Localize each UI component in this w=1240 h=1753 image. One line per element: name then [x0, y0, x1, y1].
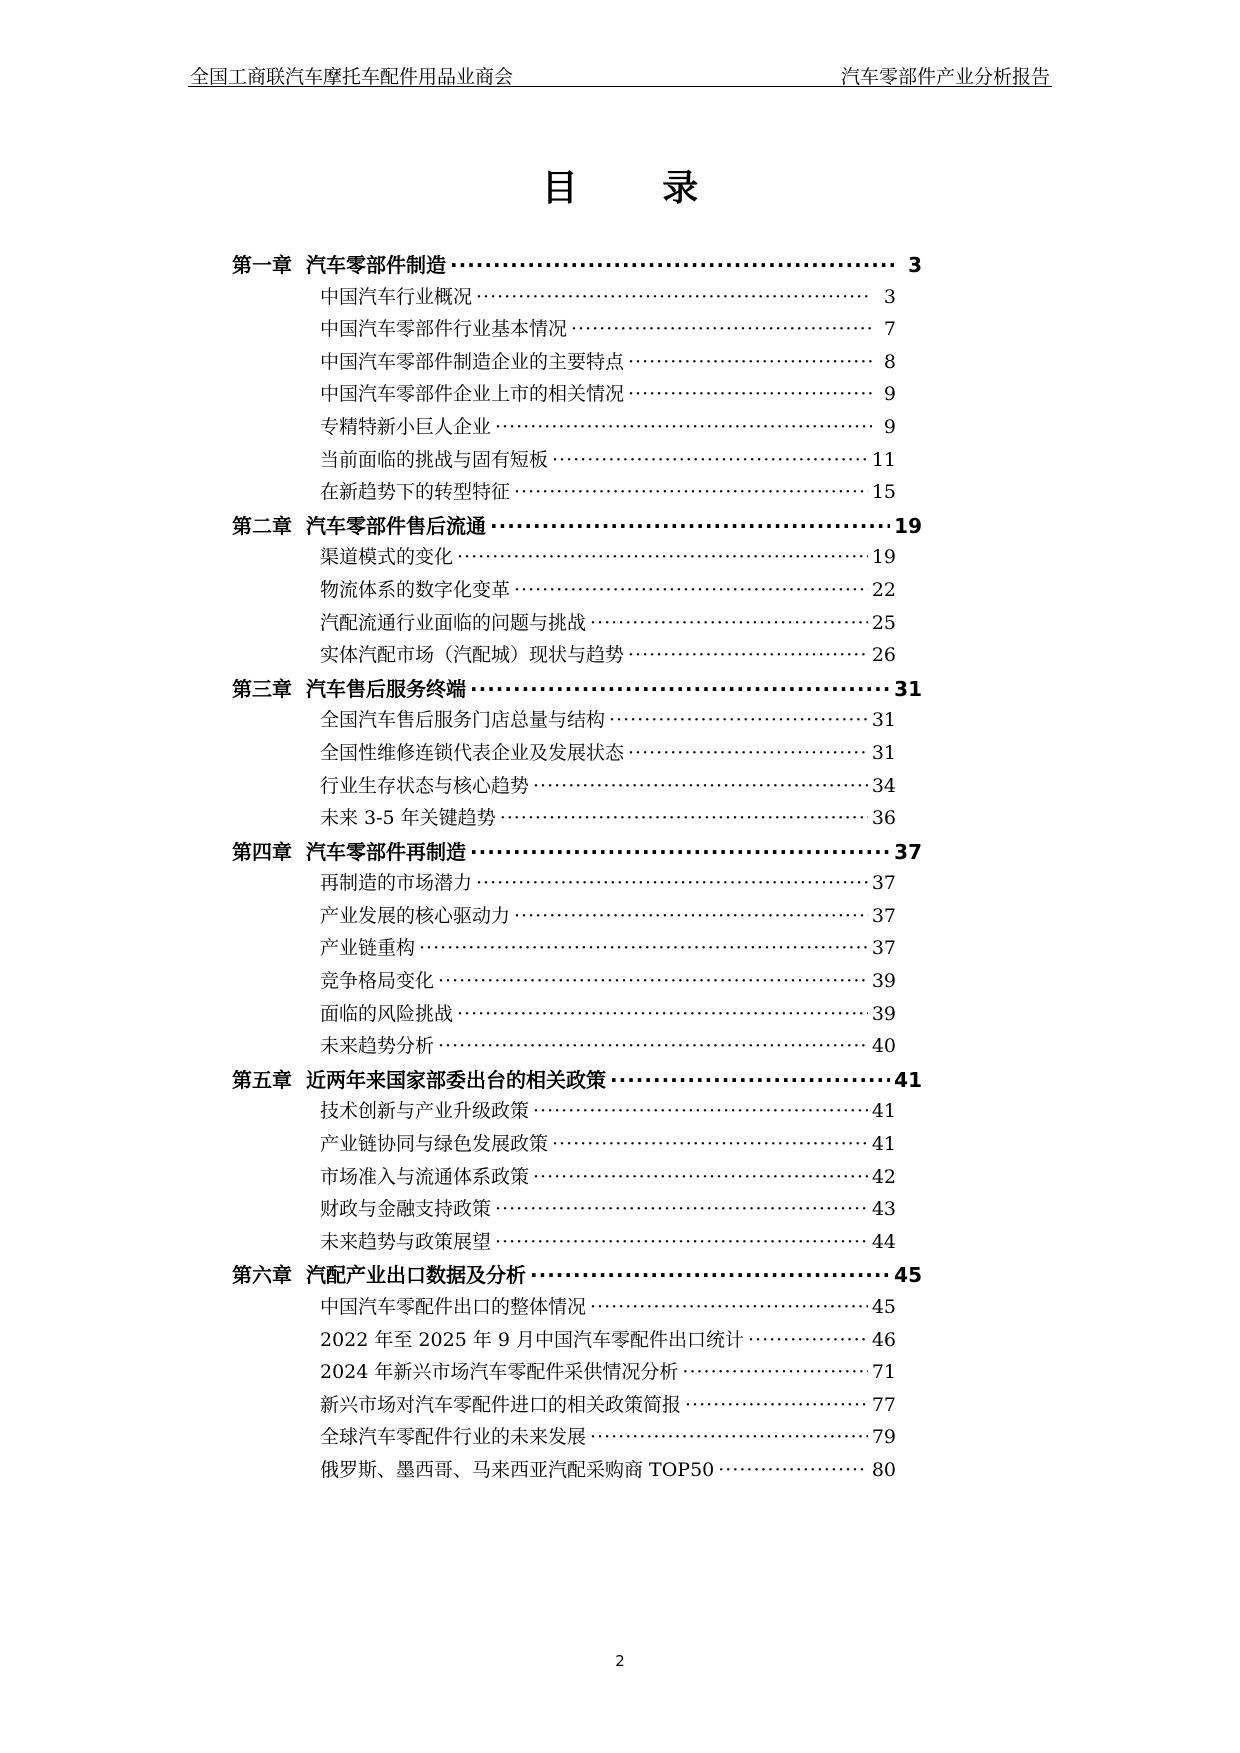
section-page-number: 31 [871, 709, 896, 732]
section-title: 在新趋势下的转型特征 [320, 481, 511, 504]
section-page-number: 19 [871, 546, 896, 569]
toc-chapter-row[interactable] [232, 249, 922, 282]
section-title: 竞争格局变化 [320, 970, 435, 993]
section-page-number: 41 [871, 1100, 896, 1123]
toc-title: 目 录 [541, 168, 735, 209]
toc-section-row[interactable] [232, 477, 896, 510]
section-title: 渠道模式的变化 [320, 546, 454, 569]
toc-section-row[interactable] [232, 445, 896, 478]
section-page-number: 44 [871, 1230, 896, 1253]
toc-chapter-row[interactable] [232, 1064, 922, 1097]
leader-dots [495, 1198, 868, 1220]
section-page-number: 8 [883, 350, 896, 373]
leader-dots [476, 872, 868, 894]
toc-section-row[interactable] [232, 1422, 896, 1455]
section-page-number: 45 [871, 1296, 896, 1318]
section-title: 再制造的市场潜力 [320, 872, 473, 895]
section-title: 2022 年至 2025 年 9 月中国汽车零配件出口统计 [320, 1328, 744, 1351]
toc-section-row[interactable] [232, 933, 896, 966]
section-title: 中国汽车零配件出口的整体情况 [320, 1296, 587, 1318]
toc-section-row[interactable] [232, 1390, 896, 1423]
chapter-title: 汽车售后服务终端 [306, 676, 466, 701]
section-title: 新兴市场对汽车零配件进口的相关政策简报 [320, 1393, 682, 1416]
section-page-number: 77 [871, 1393, 896, 1416]
section-title: 未来趋势分析 [320, 1035, 435, 1058]
toc-section-row[interactable] [232, 282, 896, 315]
toc-section-row[interactable] [232, 347, 896, 380]
leader-dots [571, 318, 872, 340]
section-title: 全球汽车零配件行业的未来发展 [320, 1426, 587, 1449]
leader-dots [533, 775, 868, 797]
section-title: 财政与金融支持政策 [320, 1198, 492, 1221]
toc-section-row[interactable] [232, 542, 896, 575]
section-title: 实体汽配市场（汽配城）现状与趋势 [320, 644, 625, 667]
toc-section-row[interactable] [232, 1194, 896, 1227]
toc-section-row[interactable] [232, 575, 896, 608]
section-page-number: 9 [883, 383, 896, 406]
chapter-heading [232, 510, 486, 539]
leader-dots [514, 481, 868, 503]
section-title: 产业链协同与绿色发展政策 [320, 1133, 549, 1156]
toc-section-row[interactable] [232, 901, 896, 934]
leader-dots [748, 1329, 868, 1351]
section-title: 产业链重构 [320, 937, 416, 960]
toc-section-row[interactable] [232, 705, 896, 738]
toc-chapter-row[interactable] [232, 1259, 922, 1292]
chapter-number: 第六章 [232, 1263, 292, 1288]
chapter-title: 汽车零部件制造 [306, 253, 446, 277]
toc-section-row[interactable] [232, 1031, 896, 1064]
section-page-number: 46 [871, 1328, 896, 1351]
section-title: 2024 年新兴市场汽车零配件采供情况分析 [320, 1361, 679, 1384]
section-title: 中国汽车行业概况 [320, 285, 473, 308]
toc-section-row[interactable] [232, 640, 896, 673]
header-report-title: 汽车零部件产业分析报告 [840, 66, 1050, 88]
section-title: 物流体系的数字化变革 [320, 578, 511, 601]
toc-section-row[interactable] [232, 1227, 896, 1260]
leader-dots [628, 351, 872, 373]
toc-chapter-row[interactable] [232, 510, 922, 543]
toc-section-row[interactable] [232, 314, 896, 347]
chapter-title: 近两年来国家部委出台的相关政策 [306, 1067, 606, 1092]
leader-dots [514, 905, 868, 927]
leader-dots [450, 253, 894, 277]
section-title: 汽配流通行业面临的问题与挑战 [320, 611, 587, 634]
toc-section-row[interactable] [232, 1292, 896, 1325]
section-page-number: 39 [871, 970, 896, 993]
section-title: 市场准入与流通体系政策 [320, 1165, 530, 1188]
section-title: 中国汽车零部件企业上市的相关情况 [320, 383, 625, 406]
leader-dots [457, 1003, 868, 1025]
chapter-title: 汽车零部件再制造 [306, 839, 466, 864]
section-page-number: 34 [871, 774, 896, 797]
toc-chapter-row[interactable] [232, 836, 922, 869]
leader-dots [419, 937, 868, 959]
chapter-page-number: 37 [894, 839, 922, 864]
leader-dots [495, 1231, 868, 1253]
section-page-number: 15 [871, 481, 896, 504]
toc-section-row[interactable] [232, 1162, 896, 1195]
toc-section-row[interactable] [232, 412, 896, 445]
leader-dots [552, 449, 868, 471]
leader-dots [718, 1459, 868, 1481]
chapter-heading [232, 836, 466, 865]
chapter-page-number: 31 [894, 676, 922, 701]
header-organization: 全国工商联汽车摩托车配件用品业商会 [190, 66, 514, 88]
leader-dots [533, 1166, 868, 1188]
section-page-number: 42 [871, 1165, 896, 1188]
section-page-number: 80 [871, 1458, 896, 1481]
chapter-number: 第二章 [232, 513, 292, 538]
leader-dots [470, 840, 890, 864]
leader-dots [490, 514, 890, 538]
toc-section-row[interactable] [232, 1096, 896, 1129]
section-title: 行业生存状态与核心趋势 [320, 774, 530, 797]
table-of-contents [232, 249, 922, 1488]
section-page-number: 71 [871, 1361, 896, 1384]
leader-dots [438, 1035, 868, 1057]
section-title: 未来 3-5 年关键趋势 [320, 807, 496, 830]
section-page-number: 11 [871, 448, 896, 471]
toc-chapter-row[interactable] [232, 673, 922, 706]
chapter-page-number: 3 [908, 253, 922, 277]
section-title: 技术创新与产业升级政策 [320, 1100, 530, 1123]
toc-section-row[interactable] [232, 379, 896, 412]
leader-dots [685, 1394, 868, 1416]
chapter-page-number: 45 [894, 1263, 922, 1288]
section-page-number: 37 [871, 904, 896, 927]
section-page-number: 37 [871, 937, 896, 960]
chapter-title: 汽车零部件售后流通 [306, 513, 486, 538]
leader-dots [457, 546, 868, 568]
section-page-number: 31 [871, 741, 896, 764]
leader-dots [495, 416, 872, 438]
section-page-number: 40 [871, 1035, 896, 1058]
section-page-number: 43 [871, 1198, 896, 1221]
leader-dots [438, 970, 868, 992]
toc-section-row[interactable] [232, 868, 896, 901]
section-page-number: 3 [883, 285, 896, 308]
page-header [188, 56, 1052, 87]
toc-section-row[interactable] [232, 999, 896, 1032]
section-title: 俄罗斯、墨西哥、马来西亚汽配采购商 TOP50 [320, 1458, 715, 1481]
leader-dots [476, 286, 872, 308]
chapter-number: 第一章 [232, 253, 292, 277]
chapter-heading [232, 249, 446, 278]
chapter-title: 汽配产业出口数据及分析 [306, 1263, 526, 1288]
toc-section-row[interactable] [232, 771, 896, 804]
leader-dots [590, 1296, 868, 1318]
section-page-number: 22 [871, 578, 896, 601]
leader-dots [590, 612, 868, 634]
toc-section-row[interactable] [232, 738, 896, 771]
leader-dots [610, 1068, 890, 1092]
leader-dots [682, 1361, 867, 1383]
chapter-number: 第三章 [232, 676, 292, 701]
leader-dots [470, 677, 890, 701]
section-page-number: 7 [883, 318, 896, 341]
leader-dots [609, 709, 868, 731]
toc-section-row[interactable] [232, 803, 896, 836]
chapter-heading [232, 1064, 606, 1093]
toc-section-row[interactable] [232, 1455, 896, 1488]
toc-section-row[interactable] [232, 1357, 896, 1390]
leader-dots [533, 1100, 868, 1122]
toc-section-row[interactable] [232, 966, 896, 999]
section-page-number: 25 [871, 611, 896, 634]
leader-dots [530, 1263, 890, 1287]
section-title: 中国汽车零部件制造企业的主要特点 [320, 350, 625, 373]
toc-section-row[interactable] [232, 1129, 896, 1162]
section-title: 当前面临的挑战与固有短板 [320, 448, 549, 471]
section-title: 面临的风险挑战 [320, 1002, 454, 1025]
chapter-heading [232, 1259, 526, 1288]
chapter-number: 第五章 [232, 1067, 292, 1092]
section-page-number: 39 [871, 1002, 896, 1025]
section-page-number: 9 [883, 415, 896, 438]
chapter-page-number: 41 [894, 1067, 922, 1092]
section-title: 中国汽车零部件行业基本情况 [320, 318, 568, 341]
leader-dots [628, 742, 868, 764]
section-title: 产业发展的核心驱动力 [320, 904, 511, 927]
leader-dots [552, 1133, 868, 1155]
leader-dots [500, 807, 868, 829]
section-page-number: 41 [871, 1133, 896, 1156]
section-title: 全国性维修连锁代表企业及发展状态 [320, 741, 625, 764]
toc-section-row[interactable] [232, 1325, 896, 1358]
section-title: 未来趋势与政策展望 [320, 1230, 492, 1253]
section-page-number: 36 [871, 807, 896, 830]
section-page-number: 37 [871, 872, 896, 895]
section-title: 专精特新小巨人企业 [320, 415, 492, 438]
page-number: 2 [615, 1652, 625, 1670]
toc-section-row[interactable] [232, 608, 896, 641]
chapter-number: 第四章 [232, 839, 292, 864]
leader-dots [514, 579, 868, 601]
leader-dots [628, 644, 868, 666]
chapter-page-number: 19 [894, 513, 922, 538]
section-title: 全国汽车售后服务门店总量与结构 [320, 709, 606, 732]
leader-dots [590, 1426, 868, 1448]
chapter-heading [232, 673, 466, 702]
leader-dots [628, 383, 872, 405]
section-page-number: 79 [871, 1426, 896, 1449]
section-page-number: 26 [871, 644, 896, 667]
